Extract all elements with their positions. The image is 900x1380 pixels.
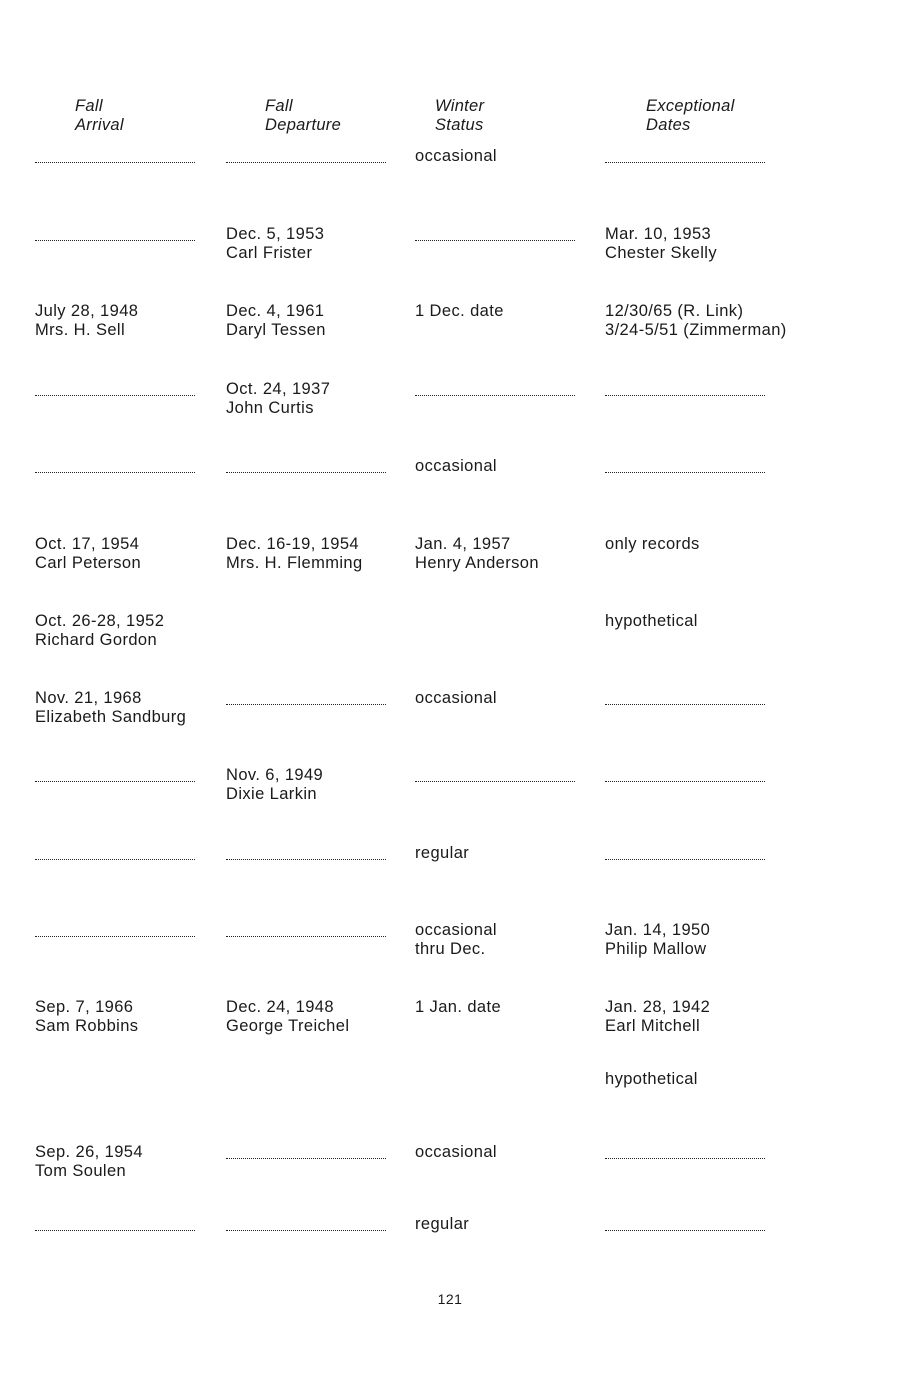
departure-blank-leader <box>226 162 386 163</box>
status-cell-line: thru Dec. <box>415 940 486 958</box>
status-cell <box>415 1215 469 1234</box>
departure-cell-line: Dec. 5, 1953 <box>226 225 325 243</box>
exceptional-cell <box>605 921 710 959</box>
departure-blank-leader <box>226 472 386 473</box>
departure-cell <box>226 225 324 263</box>
header-fall-departure-line1: Fall <box>265 97 293 115</box>
departure-cell-line: Dec. 24, 1948 <box>226 998 334 1016</box>
status-cell <box>415 535 539 573</box>
departure-cell <box>226 380 330 418</box>
arrival-blank-leader <box>35 1230 195 1231</box>
header-fall-arrival-line2: Arrival <box>75 116 124 134</box>
status-cell-line: 1 Jan. date <box>415 998 502 1016</box>
arrival-cell-line: Oct. 26-28, 1952 <box>35 612 165 630</box>
exceptional-blank-leader <box>605 1230 765 1231</box>
exceptional-cell <box>605 1070 698 1089</box>
exceptional-cell <box>605 225 717 263</box>
exceptional-cell <box>605 535 700 554</box>
status-cell-line: occasional <box>415 921 497 939</box>
arrival-cell <box>35 998 138 1036</box>
header-winter-status <box>435 97 484 135</box>
departure-cell <box>226 302 326 340</box>
arrival-blank-leader <box>35 472 195 473</box>
arrival-blank-leader <box>35 395 195 396</box>
status-cell-line: Henry Anderson <box>415 554 539 572</box>
departure-cell <box>226 766 323 804</box>
exceptional-blank-leader <box>605 472 765 473</box>
arrival-cell <box>35 689 186 727</box>
departure-cell-line: John Curtis <box>226 399 314 417</box>
exceptional-cell-line: hypothetical <box>605 1070 698 1088</box>
status-cell-line: occasional <box>415 457 497 475</box>
arrival-blank-leader <box>35 240 195 241</box>
status-cell <box>415 998 501 1017</box>
departure-cell-line: Mrs. H. Flemming <box>226 554 363 572</box>
header-fall-arrival <box>75 97 124 135</box>
departure-blank-leader <box>226 704 386 705</box>
exceptional-cell-line: Jan. 14, 1950 <box>605 921 711 939</box>
departure-cell <box>226 535 363 573</box>
arrival-blank-leader <box>35 859 195 860</box>
arrival-cell-line: Elizabeth Sandburg <box>35 708 187 726</box>
departure-blank-leader <box>226 1230 386 1231</box>
departure-blank-leader <box>226 1158 386 1159</box>
departure-blank-leader <box>226 936 386 937</box>
exceptional-blank-leader <box>605 859 765 860</box>
status-cell-line: occasional <box>415 689 497 707</box>
page-number: 121 <box>437 1291 463 1307</box>
arrival-cell-line: Richard Gordon <box>35 631 158 649</box>
status-cell <box>415 1143 497 1162</box>
arrival-cell-line: Oct. 17, 1954 <box>35 535 140 553</box>
header-fall-departure-line2: Departure <box>265 116 342 134</box>
arrival-cell-line: Sep. 7, 1966 <box>35 998 134 1016</box>
status-cell <box>415 689 497 708</box>
header-fall-arrival-line1: Fall <box>75 97 103 115</box>
departure-cell-line: Dixie Larkin <box>226 785 317 803</box>
status-blank-leader <box>415 240 575 241</box>
departure-cell-line: Daryl Tessen <box>226 321 326 339</box>
arrival-cell-line: Nov. 21, 1968 <box>35 689 142 707</box>
arrival-cell-line: Carl Peterson <box>35 554 142 572</box>
exceptional-blank-leader <box>605 162 765 163</box>
status-cell-line: regular <box>415 1215 470 1233</box>
departure-cell-line: Dec. 16-19, 1954 <box>226 535 359 553</box>
header-exceptional-dates-line2: Dates <box>646 116 691 134</box>
exceptional-blank-leader <box>605 1158 765 1159</box>
status-blank-leader <box>415 395 575 396</box>
header-exceptional-dates-line1: Exceptional <box>646 97 735 115</box>
status-cell <box>415 147 497 166</box>
departure-cell <box>226 998 349 1036</box>
exceptional-cell-line: Jan. 28, 1942 <box>605 998 711 1016</box>
status-cell-line: 1 Dec. date <box>415 302 504 320</box>
status-cell-line: occasional <box>415 147 497 165</box>
exceptional-cell-line: Philip Mallow <box>605 940 707 958</box>
arrival-cell-line: Tom Soulen <box>35 1162 127 1180</box>
status-blank-leader <box>415 781 575 782</box>
departure-cell-line: Dec. 4, 1961 <box>226 302 325 320</box>
departure-cell-line: Nov. 6, 1949 <box>226 766 324 784</box>
departure-cell-line: George Treichel <box>226 1017 350 1035</box>
arrival-cell-line: Sam Robbins <box>35 1017 139 1035</box>
arrival-cell <box>35 302 138 340</box>
exceptional-blank-leader <box>605 781 765 782</box>
departure-blank-leader <box>226 859 386 860</box>
arrival-cell <box>35 1143 143 1181</box>
status-cell <box>415 844 469 863</box>
departure-cell-line: Oct. 24, 1937 <box>226 380 331 398</box>
arrival-blank-leader <box>35 781 195 782</box>
status-cell-line: regular <box>415 844 470 862</box>
status-cell <box>415 921 497 959</box>
exceptional-blank-leader <box>605 395 765 396</box>
arrival-cell <box>35 535 141 573</box>
arrival-cell-line: Mrs. H. Sell <box>35 321 126 339</box>
exceptional-cell-line: 12/30/65 (R. Link) <box>605 302 744 320</box>
arrival-cell-line: Sep. 26, 1954 <box>35 1143 143 1161</box>
arrival-blank-leader <box>35 936 195 937</box>
status-cell-line: Jan. 4, 1957 <box>415 535 511 553</box>
header-fall-departure <box>265 97 341 135</box>
exceptional-cell <box>605 998 710 1036</box>
header-winter-status-line1: Winter <box>435 97 485 115</box>
arrival-cell-line: July 28, 1948 <box>35 302 139 320</box>
status-cell-line: occasional <box>415 1143 497 1161</box>
exceptional-cell-line: Earl Mitchell <box>605 1017 701 1035</box>
exceptional-cell <box>605 302 787 340</box>
exceptional-cell-line: Chester Skelly <box>605 244 717 262</box>
status-cell <box>415 302 504 321</box>
status-cell <box>415 457 497 476</box>
departure-cell-line: Carl Frister <box>226 244 313 262</box>
exceptional-cell-line: only records <box>605 535 700 553</box>
arrival-blank-leader <box>35 162 195 163</box>
exceptional-cell-line: Mar. 10, 1953 <box>605 225 712 243</box>
exceptional-cell-line: hypothetical <box>605 612 698 630</box>
arrival-cell <box>35 612 164 650</box>
exceptional-blank-leader <box>605 704 765 705</box>
header-winter-status-line2: Status <box>435 116 484 134</box>
exceptional-cell-line: 3/24-5/51 (Zimmerman) <box>605 321 787 339</box>
exceptional-cell <box>605 612 698 631</box>
header-exceptional-dates <box>646 97 735 135</box>
